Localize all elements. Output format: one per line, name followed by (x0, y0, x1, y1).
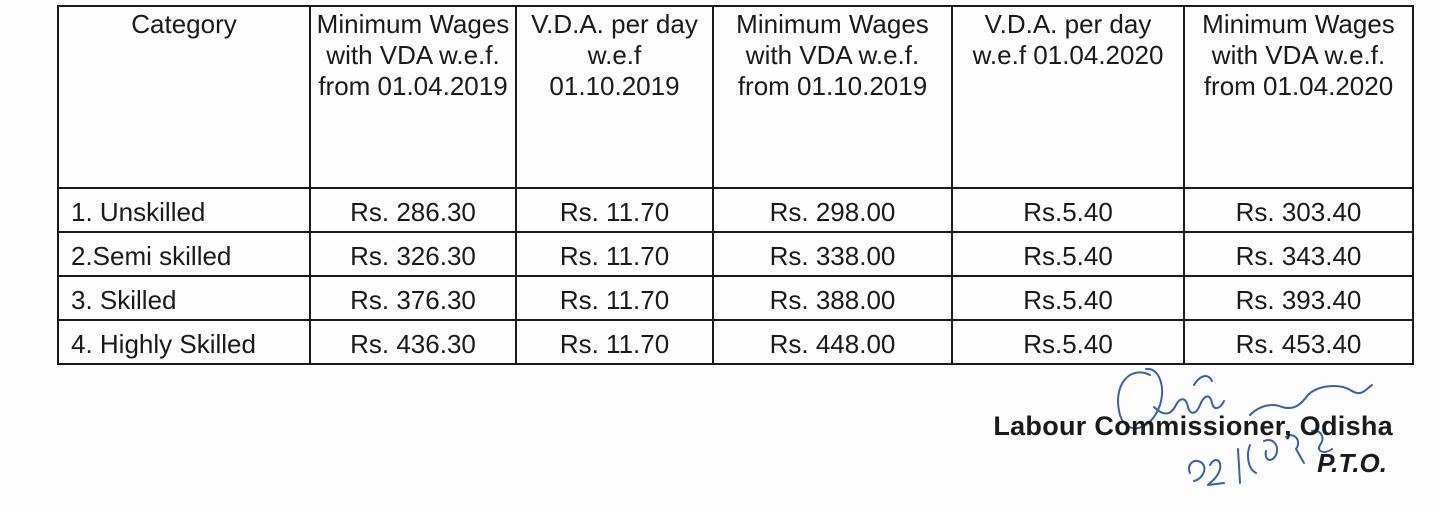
table-cell: Rs. 388.00 (713, 276, 952, 320)
table-row (58, 276, 1413, 320)
header-wages-2019-04: Minimum Wages with VDA w.e.f. from 01.04.2019 (310, 6, 516, 188)
table-cell: Rs. 11.70 (516, 232, 713, 276)
header-wages-2019-10: Minimum Wages with VDA w.e.f. from 01.10.2019 (713, 6, 952, 188)
table-cell: Rs. 393.40 (1184, 276, 1413, 320)
category-cell: 2.Semi skilled (58, 232, 310, 276)
table-header-row (58, 6, 1413, 188)
table-cell: Rs.5.40 (952, 320, 1184, 364)
header-vda-2020-04: V.D.A. per day w.e.f 01.04.2020 (952, 6, 1184, 188)
table-row (58, 232, 1413, 276)
table-cell: Rs. 286.30 (310, 188, 516, 232)
table-cell: Rs. 298.00 (713, 188, 952, 232)
header-vda-2019-10: V.D.A. per day w.e.f 01.10.2019 (516, 6, 713, 188)
table-cell: Rs. 303.40 (1184, 188, 1413, 232)
minimum-wages-table (57, 5, 1414, 365)
table-row (58, 188, 1413, 232)
signatory-designation: Labour Commissioner, Odisha (993, 411, 1393, 441)
header-wages-2020-04: Minimum Wages with VDA w.e.f. from 01.04.2020 (1184, 6, 1413, 188)
table-cell: Rs.5.40 (952, 276, 1184, 320)
table-cell: Rs. 11.70 (516, 188, 713, 232)
table-cell: Rs.5.40 (952, 232, 1184, 276)
category-cell: 1. Unskilled (58, 188, 310, 232)
pto-note: P.T.O. (1317, 448, 1387, 478)
table-cell: Rs. 326.30 (310, 232, 516, 276)
table-cell: Rs. 453.40 (1184, 320, 1413, 364)
header-category: Category (58, 6, 310, 188)
table-cell: Rs.5.40 (952, 188, 1184, 232)
table-cell: Rs. 376.30 (310, 276, 516, 320)
table-cell: Rs. 11.70 (516, 320, 713, 364)
table-cell: Rs. 338.00 (713, 232, 952, 276)
category-cell: 4. Highly Skilled (58, 320, 310, 364)
table-cell: Rs. 448.00 (713, 320, 952, 364)
table-cell: Rs. 11.70 (516, 276, 713, 320)
category-cell: 3. Skilled (58, 276, 310, 320)
table-cell: Rs. 436.30 (310, 320, 516, 364)
table-cell: Rs. 343.40 (1184, 232, 1413, 276)
signature-block (993, 408, 1393, 482)
